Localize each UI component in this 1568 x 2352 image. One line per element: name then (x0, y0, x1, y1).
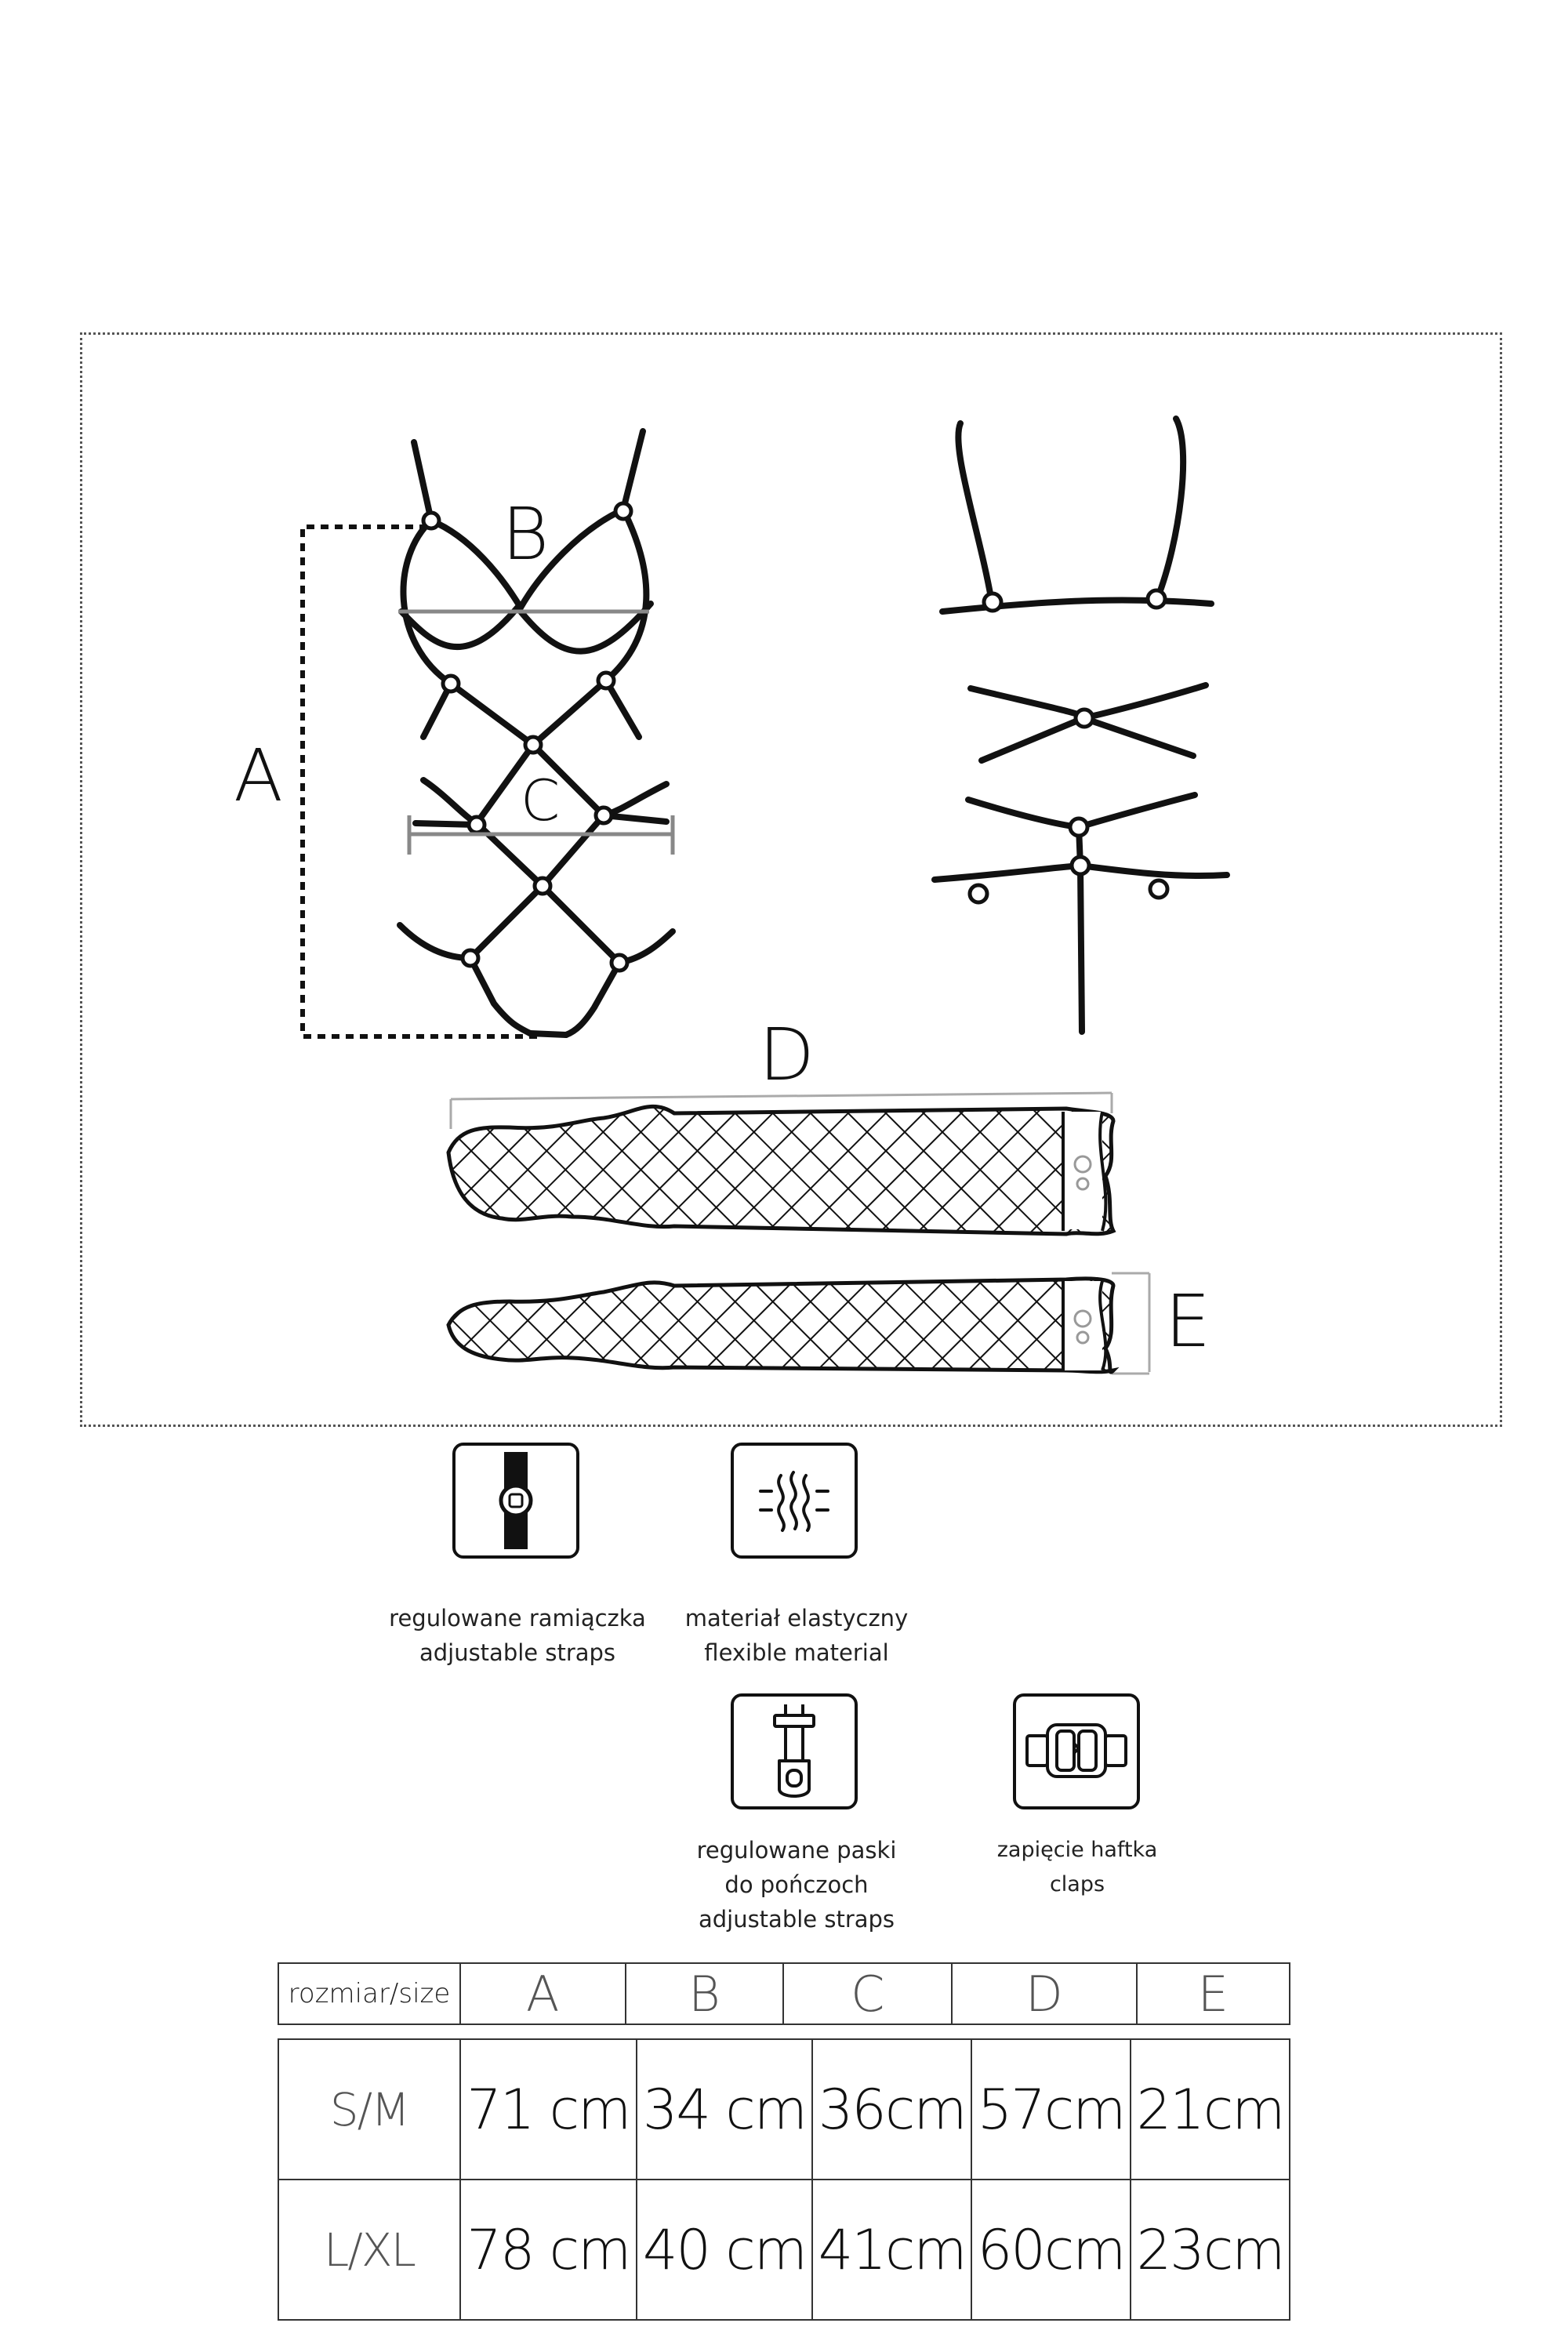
value-c: 41cm (812, 2180, 971, 2320)
header-d: D (952, 1963, 1137, 2024)
label-c: C (521, 768, 561, 833)
header-size: rozmiar/size (278, 1963, 460, 2024)
header-c: C (783, 1963, 952, 2024)
label-d: D (759, 1013, 815, 1097)
value-a: 71 cm (460, 2039, 637, 2180)
size-table (278, 2038, 1290, 2321)
value-b: 40 cm (637, 2180, 813, 2320)
header-b: B (626, 1963, 784, 2024)
value-d: 60cm (971, 2180, 1131, 2320)
caption-stocking-straps: regulowane paski do pończoch adjustable straps (696, 1837, 897, 1933)
value-b: 34 cm (637, 2039, 813, 2180)
stocking-bottom-drawing (448, 1273, 1149, 1374)
stocking-top-drawing (448, 1093, 1113, 1234)
caption-clasps: zapięcie haftka claps (996, 1838, 1158, 1896)
value-a: 78 cm (460, 2180, 637, 2320)
elastic-material-icon (731, 1443, 858, 1559)
label-e: E (1165, 1279, 1211, 1363)
value-e: 23cm (1131, 2180, 1290, 2320)
header-row (278, 1963, 1290, 2024)
adjustable-strap-icon (452, 1443, 579, 1559)
size-label: L/XL (278, 2180, 460, 2320)
size-label: S/M (278, 2039, 460, 2180)
value-d: 57cm (971, 2039, 1131, 2180)
label-a: A (234, 734, 283, 818)
header-e: E (1137, 1963, 1290, 2024)
label-b: B (502, 492, 550, 576)
bodysuit-back-rings (970, 590, 1167, 902)
header-a: A (460, 1963, 626, 2024)
value-e: 21cm (1131, 2039, 1290, 2180)
caption-adjustable-straps: regulowane ramiączka adjustable straps (389, 1605, 646, 1666)
stocking-strap-icon (731, 1693, 858, 1809)
value-c: 36cm (812, 2039, 971, 2180)
table-row (278, 2180, 1290, 2320)
size-table-header (278, 1962, 1290, 2025)
caption-flexible-material: materiał elastyczny flexible material (684, 1605, 909, 1666)
hook-clasp-icon (1013, 1693, 1140, 1809)
table-row (278, 2039, 1290, 2180)
